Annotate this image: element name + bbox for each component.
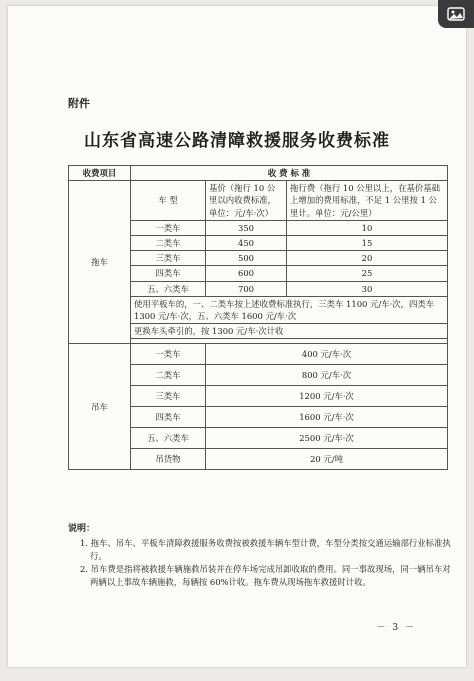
crane-price-cell: 1600 元/车·次 xyxy=(206,407,448,428)
tow-type-cell: 三类车 xyxy=(131,251,206,266)
tow-base-cell: 350 xyxy=(206,220,287,235)
tow-base-cell: 700 xyxy=(206,281,287,296)
crane-price-cell: 800 元/车·次 xyxy=(206,365,448,386)
tow-base-cell: 500 xyxy=(206,251,287,266)
tow-extra-cell: 20 xyxy=(287,251,448,266)
attachment-label: 附件 xyxy=(68,97,90,110)
header-fee-item: 收费项目 xyxy=(69,166,131,181)
tow-extra-cell: 30 xyxy=(287,281,448,296)
header-fee-standard: 收 费 标 准 xyxy=(131,166,448,181)
tow-base-cell: 450 xyxy=(206,235,287,250)
notes-heading: 说明： xyxy=(68,524,96,534)
crane-price-cell: 20 元/吨 xyxy=(206,449,448,470)
tow-flatbed-note: 使用平板车的，一、二类车按上述收费标准执行，三类车 1100 元/车·次，四类车 1300 元/车·次，五、六类车 1600 元/车·次 xyxy=(131,296,448,323)
image-viewer-button[interactable] xyxy=(438,0,474,28)
tow-tractor-note: 更换车头牵引的，按 1300 元/车·次计收 xyxy=(131,324,448,339)
tow-extra-cell: 10 xyxy=(287,220,448,235)
crane-type-cell: 一类车 xyxy=(131,344,206,365)
crane-type-cell: 吊货物 xyxy=(131,449,206,470)
document-title: 山东省高速公路清障救援服务收费标准 xyxy=(84,131,390,151)
tow-col-extra-fee: 拖行费（拖行 10 公里以上，在基价基础上增加的费用标准，不足 1 公里按 1 公里计。单位：元/公里） xyxy=(287,181,448,221)
note-item: 1. 拖车、吊车、平板车清障救援服务收费按被救援车辆车型计费，车型分类按交通运输部行业标准执行。 xyxy=(80,537,451,561)
tow-extra-cell: 15 xyxy=(287,235,448,250)
crane-type-cell: 五、六类车 xyxy=(131,428,206,449)
tow-type-cell: 四类车 xyxy=(131,266,206,281)
document-page xyxy=(8,6,466,667)
tow-subheader-row xyxy=(69,181,448,221)
table-header-row xyxy=(69,166,448,181)
tow-extra-cell: 25 xyxy=(287,266,448,281)
crane-price-cell: 1200 元/车·次 xyxy=(206,386,448,407)
crane-type-cell: 二类车 xyxy=(131,365,206,386)
table-row xyxy=(69,344,448,365)
notes-section xyxy=(68,523,453,589)
tow-col-vehicle-type: 车 型 xyxy=(131,181,206,221)
crane-price-cell: 2500 元/车·次 xyxy=(206,428,448,449)
tow-type-cell: 一类车 xyxy=(131,220,206,235)
image-icon xyxy=(447,7,465,21)
tow-col-base-price: 基价（拖行 10 公里以内收费标准，单位：元/车·次） xyxy=(206,181,287,221)
tow-type-cell: 二类车 xyxy=(131,235,206,250)
page-number: － 3 － xyxy=(376,623,416,633)
tow-base-cell: 600 xyxy=(206,266,287,281)
tow-category-label: 拖车 xyxy=(69,181,131,344)
crane-category-label: 吊车 xyxy=(69,344,131,470)
crane-type-cell: 三类车 xyxy=(131,386,206,407)
crane-type-cell: 四类车 xyxy=(131,407,206,428)
crane-price-cell: 400 元/车·次 xyxy=(206,344,448,365)
tow-type-cell: 五、六类车 xyxy=(131,281,206,296)
note-item: 2. 吊车费是指将被救援车辆施救吊装并在停车场完成吊卸收取的费用。同一事故现场，同一辆吊车对两辆以上事故车辆施救，每辆按 60%计收。拖车费从现场拖车救援时计收。 xyxy=(80,563,451,587)
fee-standard-table xyxy=(68,165,448,470)
